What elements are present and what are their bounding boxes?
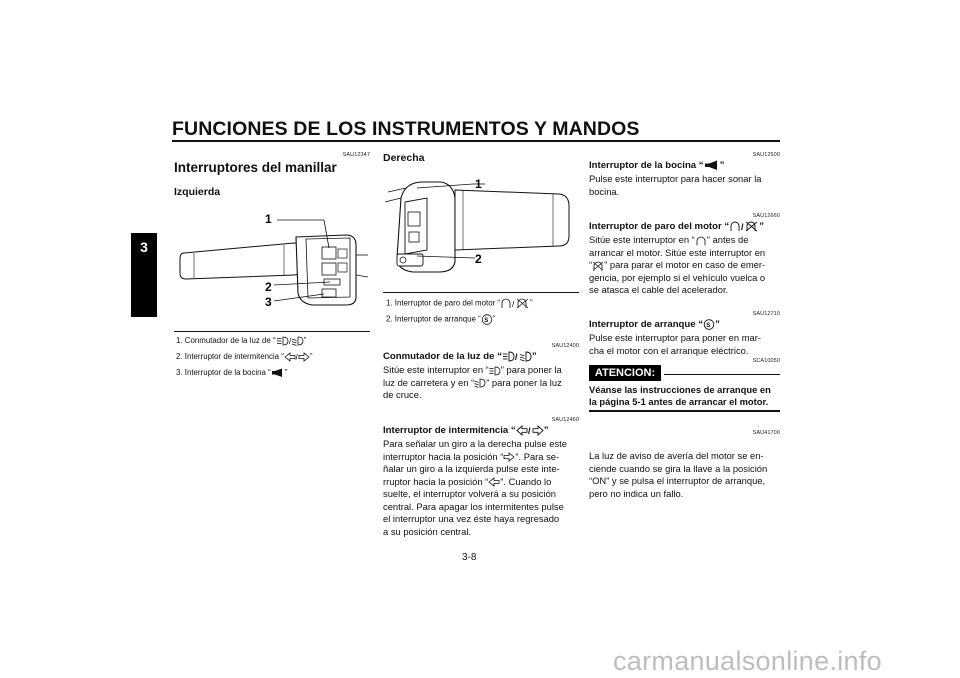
section-title: Interruptores del manillar [174,160,337,175]
high-beam-low-beam-icon [276,336,304,346]
middle-caption-2: 2. Interruptor de arranque “ S ” [386,314,496,324]
engine-run-icon [695,236,707,246]
arranque-title: Interruptor de arranque “ S ” [589,319,720,331]
caption-rule [383,292,579,293]
doc-code: SAU41700 [752,430,780,436]
caption-rule [174,331,370,332]
luz-title: Conmutador de la luz de “ / ” [383,351,537,363]
bocina-paragraph: Pulse este interruptor para hacer sonar la bocina. [589,173,762,197]
svg-text:/: / [527,426,531,436]
engine-stop-icon [592,261,604,271]
caution-text: Véanse las instrucciones de arranque en la página 5-1 antes de arrancar el motor. [589,384,771,407]
svg-text:/: / [288,337,291,346]
doc-code: SAU12660 [752,213,780,219]
start-icon [703,319,715,330]
left-figure-label-1: 1 [265,212,272,226]
turn-right-icon [503,452,515,462]
subhead-derecha: Derecha [383,152,425,164]
svg-text:S: S [706,323,711,329]
left-handlebar-figure [174,205,370,320]
caution-rule [664,374,780,375]
caution-badge: ATENCION: [589,365,661,381]
arranque-paragraph: Pulse este interruptor para poner en mar- cha el motor con el arranque eléctrico. [589,332,761,356]
svg-text:S: S [483,318,488,324]
turn-signal-icon [284,352,310,362]
doc-code: SAU12460 [551,417,579,423]
luz-paragraph: Sitúe este interruptor en “ ” para poner la luz de carretera y en “ ” para poner la luz de cruce. [383,364,562,400]
header-rule [172,140,780,142]
horn-icon [704,160,720,171]
engine-stop-switch-icon [500,298,530,309]
high-beam-icon [489,366,501,376]
page-header-title: FUNCIONES DE LOS INSTRUMENTOS Y MANDOS [172,118,640,140]
right-figure-label-2: 2 [475,252,482,266]
svg-text:/: / [295,353,298,362]
right-figure-label-1: 1 [475,177,482,191]
svg-text:/: / [741,222,744,232]
paro-paragraph: Sitúe este interruptor en “ ” antes de arrancar el motor. Sitúe este interruptor en “ ” para parar el motor en caso de emer- gencia, por ejemplo si el vehículo vuelca o se atasca el cable del acelerador. [589,234,766,295]
doc-code: SCA10050 [752,358,780,364]
left-caption-3: 3. Interruptor de la bocina “ ” [176,368,288,378]
left-caption-1: 1. Conmutador de la luz de “ / ” [176,336,307,346]
intermitencia-title: Interruptor de intermitencia “ / ” [383,425,549,437]
low-beam-icon [474,378,486,388]
doc-code: SAU12400 [551,343,579,349]
right-handlebar-figure [383,168,579,283]
chapter-tab[interactable]: 3 [131,233,157,317]
left-figure-label-2: 2 [265,280,272,294]
page-number: 3-8 [462,552,477,563]
start-icon [481,314,493,325]
averia-paragraph: La luz de aviso de avería del motor se en- ciende cuando se gira la llave a la posición “ON” y se pulsa el interruptor de arranque, pero no indica un fallo. [589,450,768,499]
intermitencia-paragraph: Para señalar un giro a la derecha pulse este interruptor hacia la posición “ ”. Para se- ñalar un giro a la izquierda pulse este inte- rruptor hacia la posición “ ”. Cuando lo suelte, el interruptor volverá a su posición central. Para apagar los intermitentes pulse el interruptor una vez éste haya regresado a su posición central. [383,438,567,537]
high-beam-low-beam-icon [502,351,532,362]
turn-left-icon [488,477,500,487]
svg-text:/: / [514,352,518,362]
bocina-title: Interruptor de la bocina “ ” [589,160,725,172]
engine-stop-switch-icon [729,221,759,232]
left-figure-label-3: 3 [265,295,272,309]
subhead-izquierda: Izquierda [174,186,221,198]
horn-icon [271,368,285,378]
middle-caption-1: 1. Interruptor de paro del motor “ / ” [386,298,533,309]
caution-bottom-rule [589,410,780,412]
paro-title: Interruptor de paro del motor “ / ” [589,221,764,233]
doc-code: SAU12710 [752,311,780,317]
doc-code: SAU12347 [342,152,370,158]
turn-signal-icon [516,425,544,436]
doc-code: SAU12500 [752,152,780,158]
watermark[interactable]: carmanualsonline.info [613,646,882,676]
left-caption-2: 2. Interruptor de intermitencia “ / ” [176,352,313,362]
svg-text:/: / [512,300,515,309]
